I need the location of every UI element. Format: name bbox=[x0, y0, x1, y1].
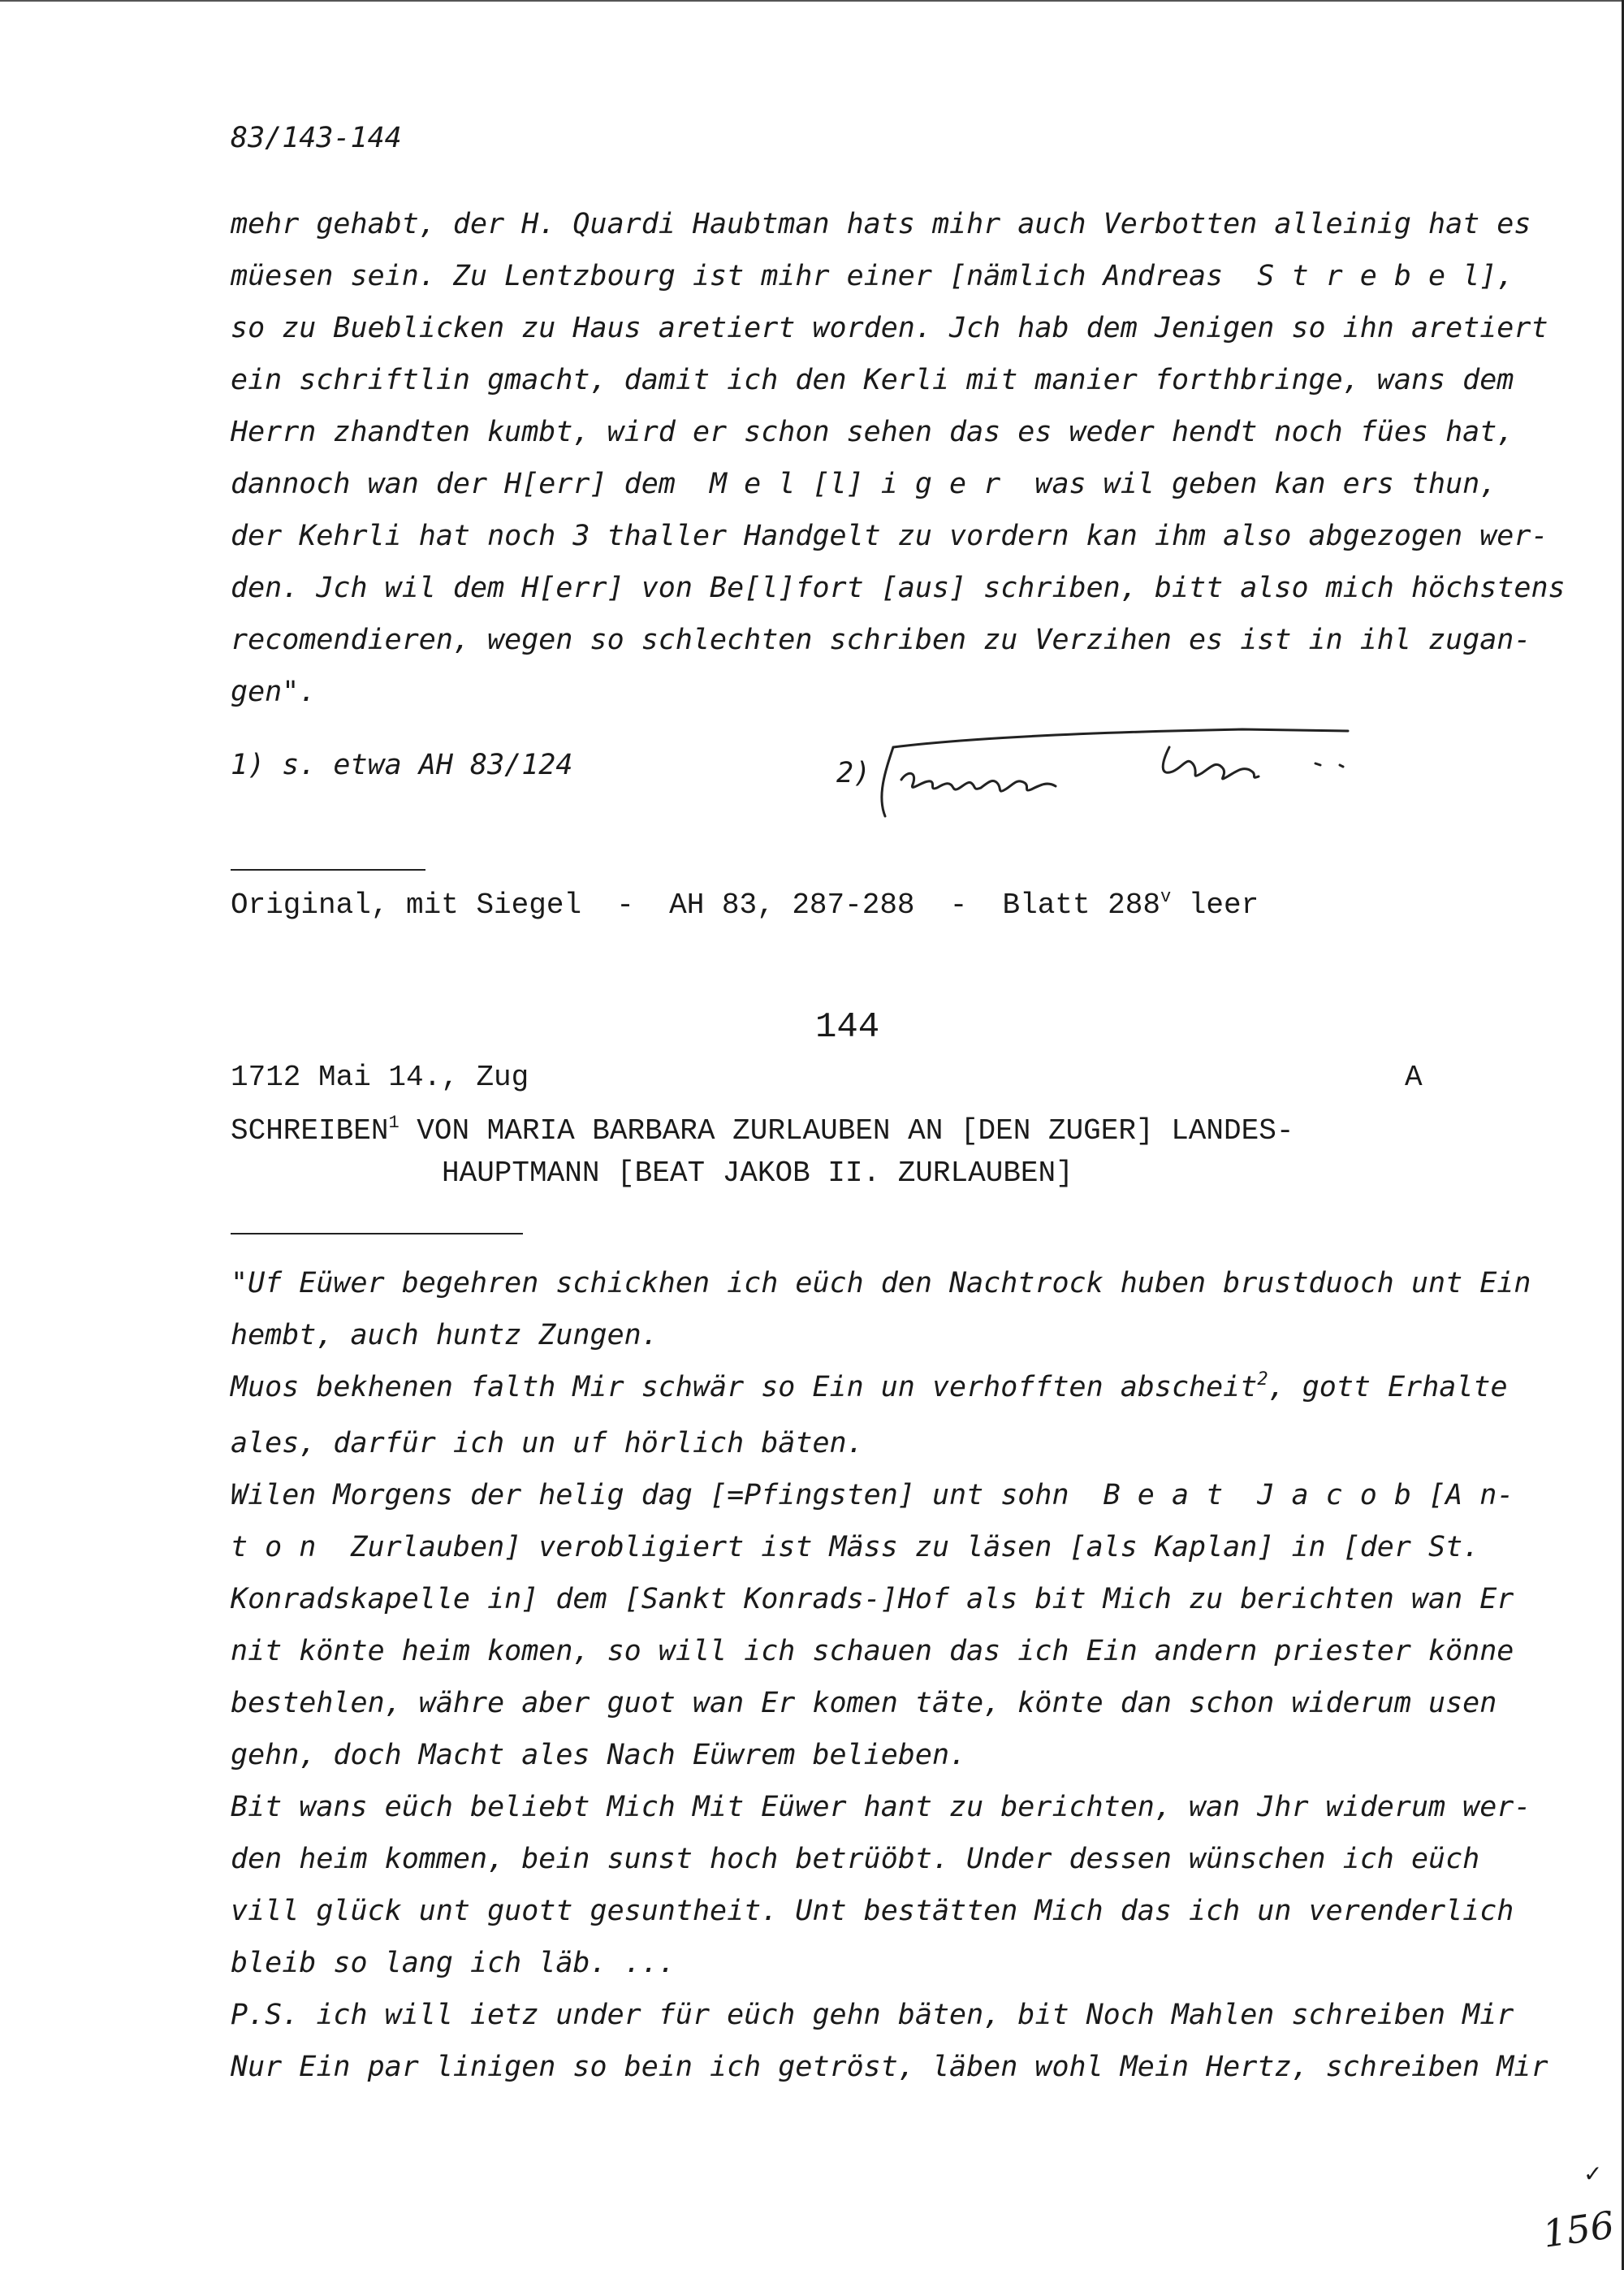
text-line: mehr gehabt, der H. Quardi Haubtman hats mihr auch Verbotten alleinig hat es bbox=[231, 208, 1531, 240]
text-segment: Muos bekhenen falth Mir schwär so Ein un verhofften abscheit bbox=[231, 1371, 1258, 1403]
text-line: müesen sein. Zu Lentzbourg ist mihr einer [nämlich Andreas S t r e b e l], bbox=[231, 260, 1514, 292]
text-segment: , gott Erhalte bbox=[1268, 1371, 1508, 1403]
heading-divider bbox=[231, 1233, 523, 1234]
signature-image bbox=[861, 715, 1364, 837]
scan-top-border bbox=[0, 0, 1624, 2]
signature-stroke bbox=[1163, 747, 1259, 779]
text-line: ales, darfür ich un uf hörlich bäten. bbox=[231, 1427, 864, 1459]
entry-heading-line-2: HAUPTMANN [BEAT JAKOB II. ZURLAUBEN] bbox=[442, 1157, 1073, 1190]
source-note-suffix: leer bbox=[1171, 889, 1259, 922]
signature-stroke bbox=[893, 729, 1348, 747]
text-line: P.S. ich will ietz under für eüch gehn bäten, bit Noch Mahlen schreiben Mir bbox=[231, 1999, 1514, 2031]
text-line: Herrn zhandten kumbt, wird er schon sehen das es weder hendt noch fües hat, bbox=[231, 416, 1514, 448]
text-line: t o n Zurlauben] verobligiert ist Mäss zu läsen [als Kaplan] in [der St. bbox=[231, 1531, 1480, 1563]
signature-stroke bbox=[1315, 763, 1343, 767]
text-line: dannoch wan der H[err] dem M e l [l] i g e r was wil geben kan ers thun, bbox=[231, 468, 1497, 500]
text-line: Konradskapelle in] dem [Sankt Konrads-]Hof als bit Mich zu berichten wan Er bbox=[231, 1583, 1514, 1615]
text-line: Wilen Morgens der helig dag [=Pfingsten] unt sohn B e a t J a c o b [A n- bbox=[231, 1479, 1514, 1511]
letter1-body bbox=[231, 198, 1566, 718]
text-line: "Uf Eüwer begehren schickhen ich eüch den Nachtrock huben brustduoch unt Ein bbox=[231, 1267, 1531, 1299]
folio-number: 156 bbox=[1540, 2203, 1618, 2256]
entry-number: 144 bbox=[815, 1007, 880, 1048]
text-line: gehn, doch Macht ales Nach Eüwrem belieben. bbox=[231, 1739, 967, 1771]
text-line: recomendieren, wegen so schlechten schriben zu Verzihen es ist in ihl zugan- bbox=[231, 624, 1531, 656]
footnote-mark: 2 bbox=[1257, 1369, 1268, 1390]
check-mark: ✓ bbox=[1583, 2160, 1603, 2187]
text-line: bleib so lang ich läb. ... bbox=[231, 1947, 676, 1979]
entry-heading-line-1 bbox=[231, 1109, 1294, 1157]
text-line bbox=[231, 1361, 1548, 1417]
source-note bbox=[231, 884, 1259, 931]
text-line: nit könte heim komen, so will ich schauen das ich Ein andern priester könne bbox=[231, 1635, 1514, 1667]
text-line: Nur Ein par linigen so bein ich getröst, läben wohl Mein Hertz, schreiben Mir bbox=[231, 2051, 1548, 2083]
entry-type-mark: A bbox=[1405, 1061, 1423, 1094]
heading-rest: VON MARIA BARBARA ZURLAUBEN AN [DEN ZUGER] LANDES- bbox=[399, 1114, 1294, 1148]
text-line: bestehlen, währe aber guot wan Er komen täte, könte dan schon widerum usen bbox=[231, 1687, 1497, 1719]
text-line: Bit wans eüch beliebt Mich Mit Eüwer hant zu berichten, wan Jhr widerum wer- bbox=[231, 1791, 1531, 1823]
heading-word: SCHREIBEN bbox=[231, 1114, 389, 1148]
signature-stroke bbox=[901, 773, 1056, 791]
source-note-sup: v bbox=[1160, 887, 1172, 907]
text-line: vill glück unt guott gesuntheit. Unt bestätten Mich das ich un verenderlich bbox=[231, 1895, 1514, 1927]
page-reference: 83/143-144 bbox=[231, 122, 402, 154]
source-note-prefix: Original, mit Siegel - AH 83, 287-288 - Blatt 288 bbox=[231, 889, 1160, 922]
footnote-1: 1) s. etwa AH 83/124 bbox=[231, 749, 573, 781]
text-line: den heim kommen, bein sunst hoch betrüöbt. Under dessen wünschen ich eüch bbox=[231, 1843, 1480, 1875]
text-line: den. Jch wil dem H[err] von Be[l]fort [aus] schriben, bitt also mich höchstens bbox=[231, 572, 1566, 604]
text-line: hembt, auch huntz Zungen. bbox=[231, 1319, 659, 1351]
text-line: so zu Bueblicken zu Haus aretiert worden. Jch hab dem Jenigen so ihn aretiert bbox=[231, 312, 1548, 344]
heading-footnote-mark: 1 bbox=[388, 1113, 400, 1133]
entry-date-place: 1712 Mai 14., Zug bbox=[231, 1061, 529, 1094]
letter2-body bbox=[231, 1257, 1548, 2093]
text-line: gen". bbox=[231, 676, 317, 708]
footnote-2-label: 2) bbox=[836, 757, 871, 789]
text-line: ein schriftlin gmacht, damit ich den Kerli mit manier forthbringe, wans dem bbox=[231, 364, 1514, 396]
signature-stroke bbox=[882, 747, 893, 816]
text-line: der Kehrli hat noch 3 thaller Handgelt zu vordern kan ihm also abgezogen wer- bbox=[231, 520, 1548, 552]
footnote-divider bbox=[231, 869, 425, 871]
